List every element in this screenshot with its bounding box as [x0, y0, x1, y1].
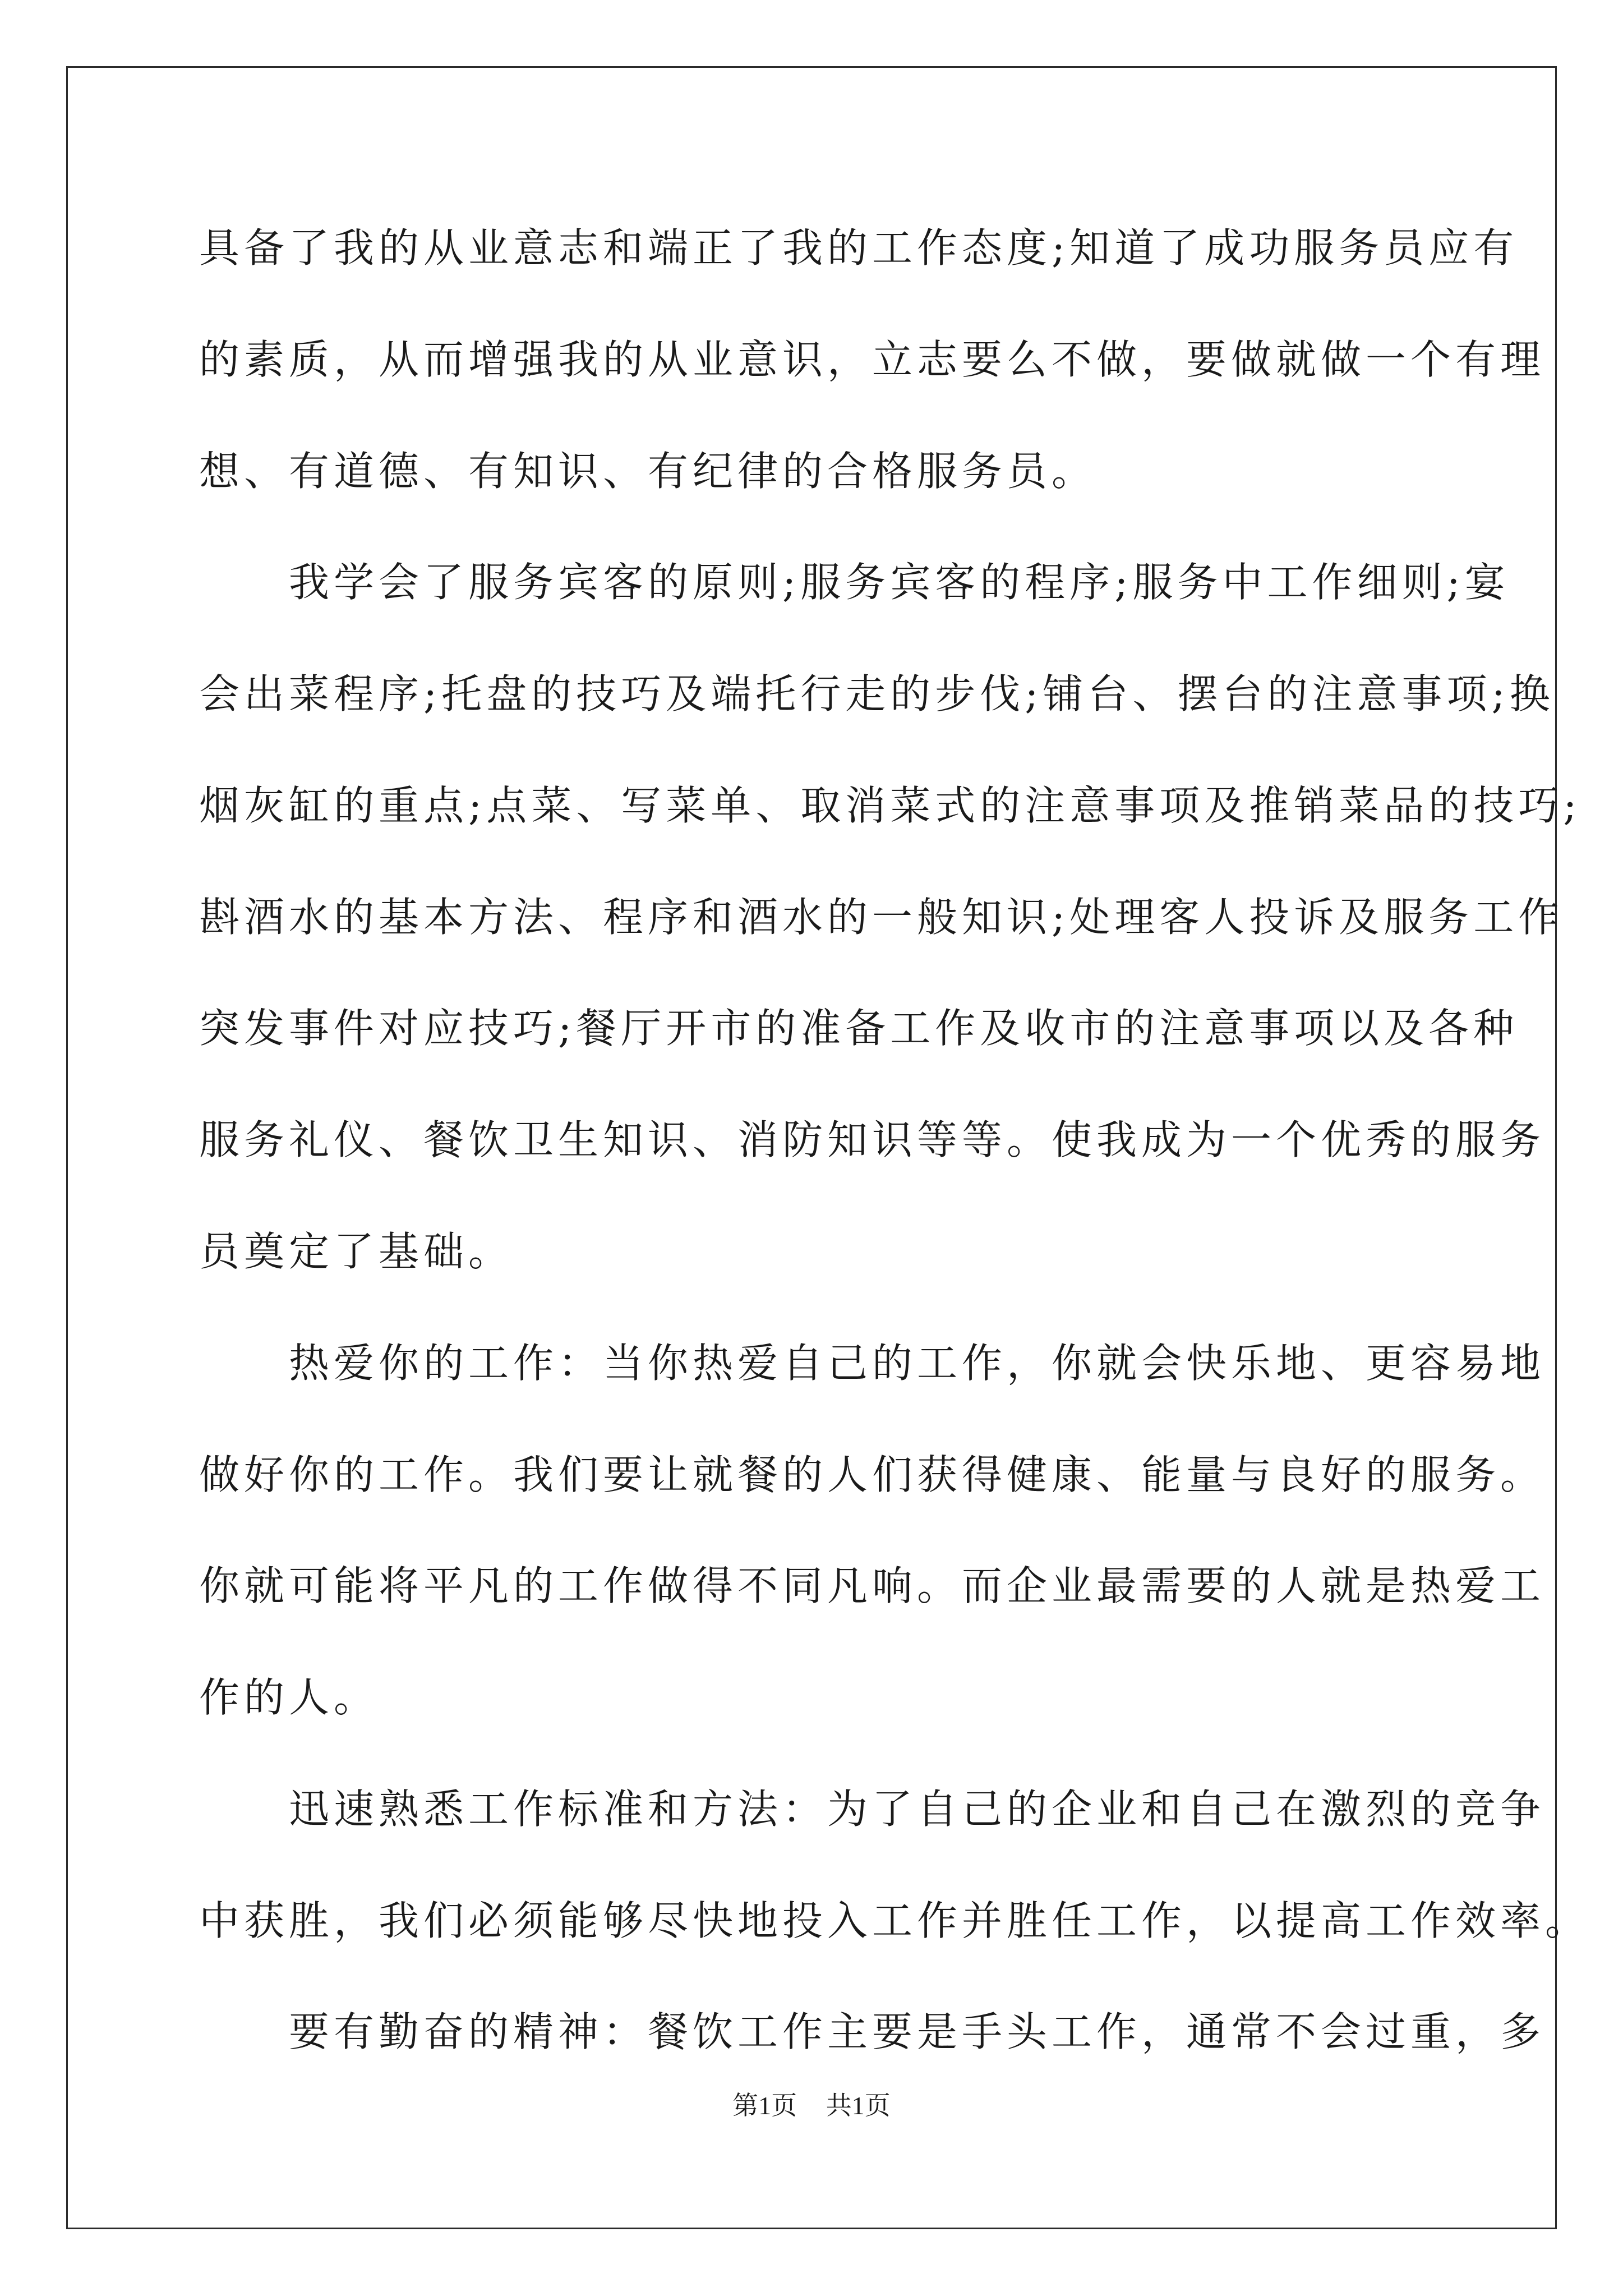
text-line: 烟灰缸的重点;点菜、写菜单、取消菜式的注意事项及推销菜品的技巧; [199, 782, 1581, 829]
text-line: 迅速熟悉工作标准和方法：为了自己的企业和自己在激烈的竞争 [199, 1786, 1546, 1833]
page-number: 第1页 [732, 2091, 797, 2120]
text-line: 你就可能将平凡的工作做得不同凡响。而企业最需要的人就是热爱工 [199, 1562, 1546, 1609]
page-total: 共1页 [826, 2091, 891, 2120]
text-line: 具备了我的从业意志和端正了我的工作态度;知道了成功服务员应有 [199, 224, 1519, 272]
text-line: 要有勤奋的精神：餐饮工作主要是手头工作，通常不会过重，多 [199, 2008, 1546, 2055]
page-footer [0, 2089, 1623, 2123]
text-line: 会出菜程序;托盘的技巧及端托行走的步伐;铺台、摆台的注意事项;换 [199, 670, 1555, 717]
text-line: 做好你的工作。我们要让就餐的人们获得健康、能量与良好的服务。 [199, 1451, 1546, 1498]
text-line: 服务礼仪、餐饮卫生知识、消防知识等等。使我成为一个优秀的服务 [199, 1116, 1546, 1163]
text-line: 中获胜，我们必须能够尽快地投入工作并胜任工作，以提高工作效率。 [199, 1897, 1590, 1944]
text-line: 我学会了服务宾客的原则;服务宾客的程序;服务中工作细则;宴 [199, 559, 1510, 606]
text-line: 热爱你的工作：当你热爱自己的工作，你就会快乐地、更容易地 [199, 1340, 1546, 1387]
text-line: 作的人。 [199, 1674, 379, 1721]
text-line: 斟酒水的基本方法、程序和酒水的一般知识;处理客人投诉及服务工作 [199, 894, 1564, 941]
text-line: 突发事件对应技巧;餐厅开市的准备工作及收市的注意事项以及各种 [199, 1005, 1519, 1052]
text-line: 的素质，从而增强我的从业意识，立志要么不做，要做就做一个有理 [199, 336, 1546, 383]
text-line: 员奠定了基础。 [199, 1228, 514, 1275]
text-line: 想、有道德、有知识、有纪律的合格服务员。 [199, 448, 1097, 495]
